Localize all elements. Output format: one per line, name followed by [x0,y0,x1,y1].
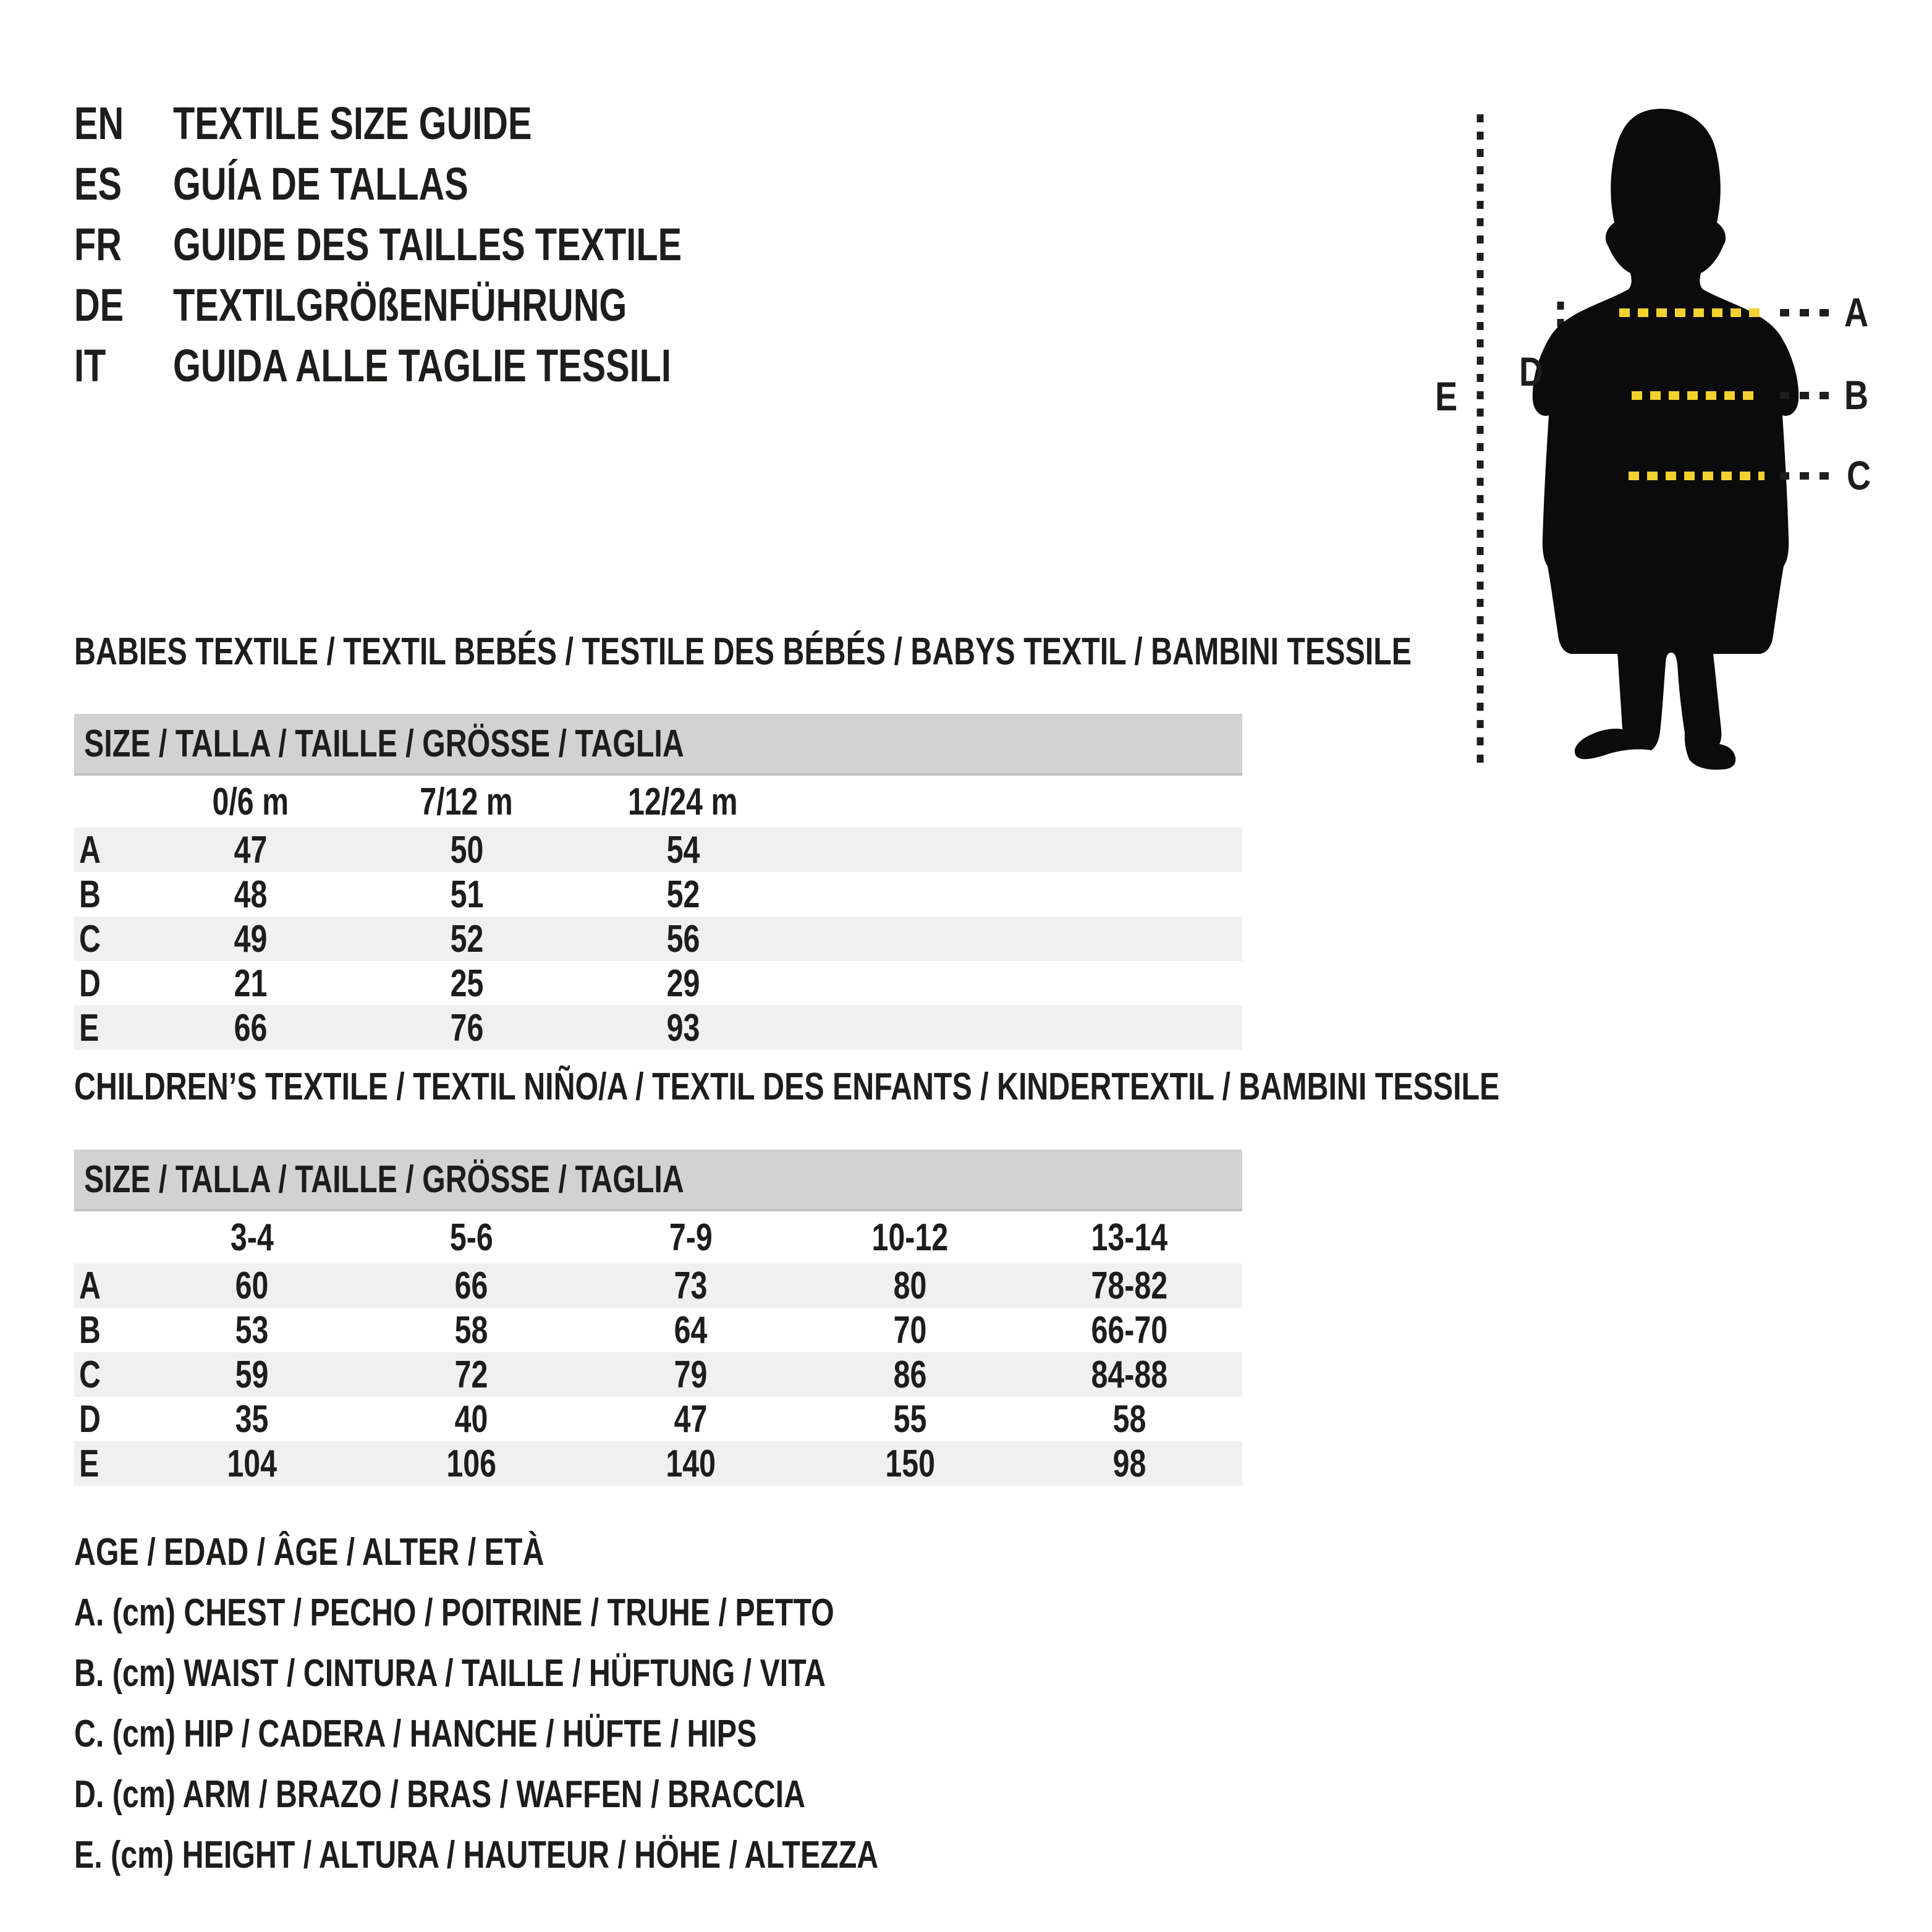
value-text: 50 [450,828,483,871]
value-cell [142,1006,358,1050]
row-label [74,1397,142,1441]
babies-table-rows [74,828,1242,1050]
value-text: 106 [446,1442,496,1485]
value-cell [142,1264,362,1308]
language-row [74,93,825,153]
value-cell [581,1353,800,1397]
value-text: 52 [666,873,700,916]
table-row [74,1441,1242,1486]
value-cell [1020,1397,1239,1441]
language-code [74,97,173,150]
column-header-cell [362,1216,581,1260]
value-text: 59 [235,1353,269,1396]
value-cell [800,1397,1020,1441]
value-text: 51 [450,873,483,916]
children-size-header-bar [74,1150,1242,1211]
value-cell [800,1308,1020,1352]
value-cell [575,1006,791,1050]
value-text: 55 [893,1397,927,1441]
value-cell [142,828,358,872]
language-code [74,158,173,210]
figure-label-arm: D [1519,348,1544,395]
value-cell [142,1442,362,1486]
column-header-cell [358,780,575,824]
language-guide [74,93,825,396]
figure-label-height: E [1435,373,1458,420]
value-cell [575,828,791,872]
value-text: 72 [454,1353,488,1396]
table-row [74,1308,1242,1352]
row-label [74,1006,142,1050]
value-cell [362,1353,581,1397]
value-text: 21 [234,962,267,1005]
value-cell [1020,1308,1239,1352]
column-header-text: 7-9 [669,1216,713,1259]
language-title: GUIDE DES TAILLES TEXTILE [173,218,682,270]
value-text: 64 [674,1308,708,1352]
row-label-text: B [79,1308,101,1352]
row-label [74,917,142,961]
children-section-heading-text: CHILDREN’S TEXTILE / TEXTIL NIÑO/A / TEXTIL DES ENFANTS / KINDERTEXTIL / BAMBINI TESSILE [74,1066,1500,1108]
language-title: GUIDA ALLE TAGLIE TESSILI [173,339,671,391]
value-text: 93 [666,1006,700,1049]
language-code [74,279,173,331]
children-size-table [74,1150,1242,1486]
value-text: 35 [235,1397,269,1441]
column-header-cell [575,780,791,824]
value-text: 79 [674,1353,708,1396]
table-row [74,1006,1242,1050]
legend-line-text: AGE / EDAD / ÂGE / ALTER / ETÀ [74,1530,544,1574]
legend-line [74,1643,1105,1703]
value-text: 70 [893,1308,927,1352]
babies-size-header-text: SIZE / TALLA / TAILLE / GRÖSSE / TAGLIA [84,722,684,765]
value-cell [142,962,358,1006]
babies-size-table [74,714,1242,1050]
language-code-text: DE [74,279,124,331]
value-cell [358,873,575,917]
column-header-text: 3-4 [230,1216,274,1259]
table-row [74,1397,1242,1441]
size-figure [1434,105,1871,773]
row-label-text: C [79,917,101,960]
value-cell [358,962,575,1006]
value-cell [1020,1353,1239,1397]
row-label [74,1264,142,1308]
value-text: 47 [234,828,267,871]
value-text: 25 [450,962,483,1005]
language-title: TEXTILE SIZE GUIDE [173,97,532,149]
row-label-text: B [79,873,101,916]
figure-label-waist: B [1844,371,1869,418]
value-cell [800,1442,1020,1486]
legend-line [74,1522,1105,1582]
value-cell [575,917,791,961]
babies-column-header-row [74,776,1242,828]
legend-line-text: E. (cm) HEIGHT / ALTURA / HAUTEUR / HÖHE / ALTEZZA [74,1833,879,1876]
value-text: 60 [235,1264,269,1307]
row-label [74,1442,142,1486]
row-label [74,962,142,1006]
value-text: 54 [666,828,700,871]
table-row [74,828,1242,872]
value-text: 48 [234,873,267,916]
column-header-cell [581,1216,800,1260]
value-cell [362,1264,581,1308]
value-text: 66-70 [1091,1308,1168,1352]
value-text: 98 [1112,1442,1146,1485]
value-text: 84-88 [1091,1353,1168,1396]
language-code-text: FR [74,218,122,270]
value-text: 80 [893,1264,927,1307]
value-cell [575,873,791,917]
row-label [74,828,142,872]
children-table-rows [74,1263,1242,1486]
row-label [74,1353,142,1397]
measurement-legend [74,1522,1105,1885]
row-label-text: E [79,1006,100,1049]
table-row [74,872,1242,917]
value-cell [581,1442,800,1486]
value-text: 78-82 [1091,1264,1168,1307]
column-header-text: 5-6 [449,1216,493,1259]
legend-line-text: A. (cm) CHEST / PECHO / POITRINE / TRUHE / PETTO [74,1591,834,1634]
table-row [74,1352,1242,1397]
babies-section-heading-text: BABIES TEXTILE / TEXTIL BEBÉS / TESTILE DES BÉBÉS / BABYS TEXTIL / BAMBINI TESSILE [74,630,1412,673]
value-cell [362,1308,581,1352]
language-row [74,214,825,274]
value-cell [1020,1264,1239,1308]
column-header-text: 13-14 [1091,1216,1168,1259]
value-text: 47 [674,1397,708,1441]
column-header-text: 12/24 m [628,780,738,823]
column-header-cell [800,1216,1020,1260]
figure-label-chest: A [1844,289,1869,336]
legend-line-text: C. (cm) HIP / CADERA / HANCHE / HÜFTE / HIPS [74,1712,757,1755]
table-row [74,917,1242,961]
value-text: 66 [454,1264,488,1307]
legend-line-text: B. (cm) WAIST / CINTURA / TAILLE / HÜFTUNG / VITA [74,1651,826,1695]
legend-line [74,1824,1105,1885]
legend-line [74,1703,1105,1764]
value-cell [800,1264,1020,1308]
row-label-text: A [79,1264,101,1307]
value-text: 49 [234,917,267,960]
value-text: 56 [666,917,700,960]
value-cell [358,1006,575,1050]
value-cell [581,1264,800,1308]
child-silhouette [1533,109,1799,769]
value-text: 53 [235,1308,269,1352]
column-header-cell [142,1216,362,1260]
value-cell [581,1397,800,1441]
row-label-text: A [79,828,101,871]
language-row [74,153,825,214]
value-text: 76 [450,1006,483,1049]
value-cell [142,1353,362,1397]
value-text: 29 [666,962,700,1005]
language-code-text: IT [74,339,106,391]
value-text: 40 [454,1397,488,1441]
figure-label-hip: C [1847,452,1871,499]
language-title: GUÍA DE TALLAS [173,158,468,210]
row-label [74,873,142,917]
value-cell [142,873,358,917]
value-cell [362,1397,581,1441]
value-text: 86 [893,1353,927,1396]
row-label-text: D [79,962,101,1005]
value-cell [142,917,358,961]
column-header-text: 10-12 [871,1216,949,1259]
row-label-text: C [79,1353,101,1396]
table-row [74,1263,1242,1308]
value-text: 52 [450,917,483,960]
value-cell [358,828,575,872]
row-label-text: E [79,1442,100,1485]
legend-line [74,1582,1105,1643]
value-cell [142,1308,362,1352]
language-code-text: EN [74,97,124,149]
language-row [74,274,825,335]
language-code [74,218,173,271]
value-text: 66 [234,1006,267,1049]
value-cell [581,1308,800,1352]
value-text: 104 [227,1442,277,1485]
language-code-text: ES [74,158,122,210]
value-text: 58 [454,1308,488,1352]
value-cell [575,962,791,1006]
children-section-heading [74,1064,1902,1109]
language-row [74,335,825,396]
table-row [74,961,1242,1006]
column-header-cell [142,780,358,824]
column-header-cell [1020,1216,1239,1260]
language-title: TEXTILGRÖßENFÜHRUNG [173,279,627,331]
children-size-header-text: SIZE / TALLA / TAILLE / GRÖSSE / TAGLIA [84,1158,684,1201]
value-text: 150 [885,1442,935,1485]
value-cell [358,917,575,961]
column-header-text: 0/6 m [212,780,289,823]
children-column-header-row [74,1211,1242,1263]
value-cell [800,1353,1020,1397]
value-text: 58 [1112,1397,1146,1441]
legend-line [74,1764,1105,1824]
legend-line-text: D. (cm) ARM / BRAZO / BRAS / WAFFEN / BRACCIA [74,1773,806,1816]
row-label-text: D [79,1397,101,1441]
column-header-text: 7/12 m [420,780,514,823]
value-cell [142,1397,362,1441]
value-cell [362,1442,581,1486]
value-text: 140 [666,1442,716,1485]
language-code [74,339,173,392]
row-label [74,1308,142,1352]
value-text: 73 [674,1264,708,1307]
value-cell [1020,1442,1239,1486]
babies-size-header-bar [74,714,1242,776]
